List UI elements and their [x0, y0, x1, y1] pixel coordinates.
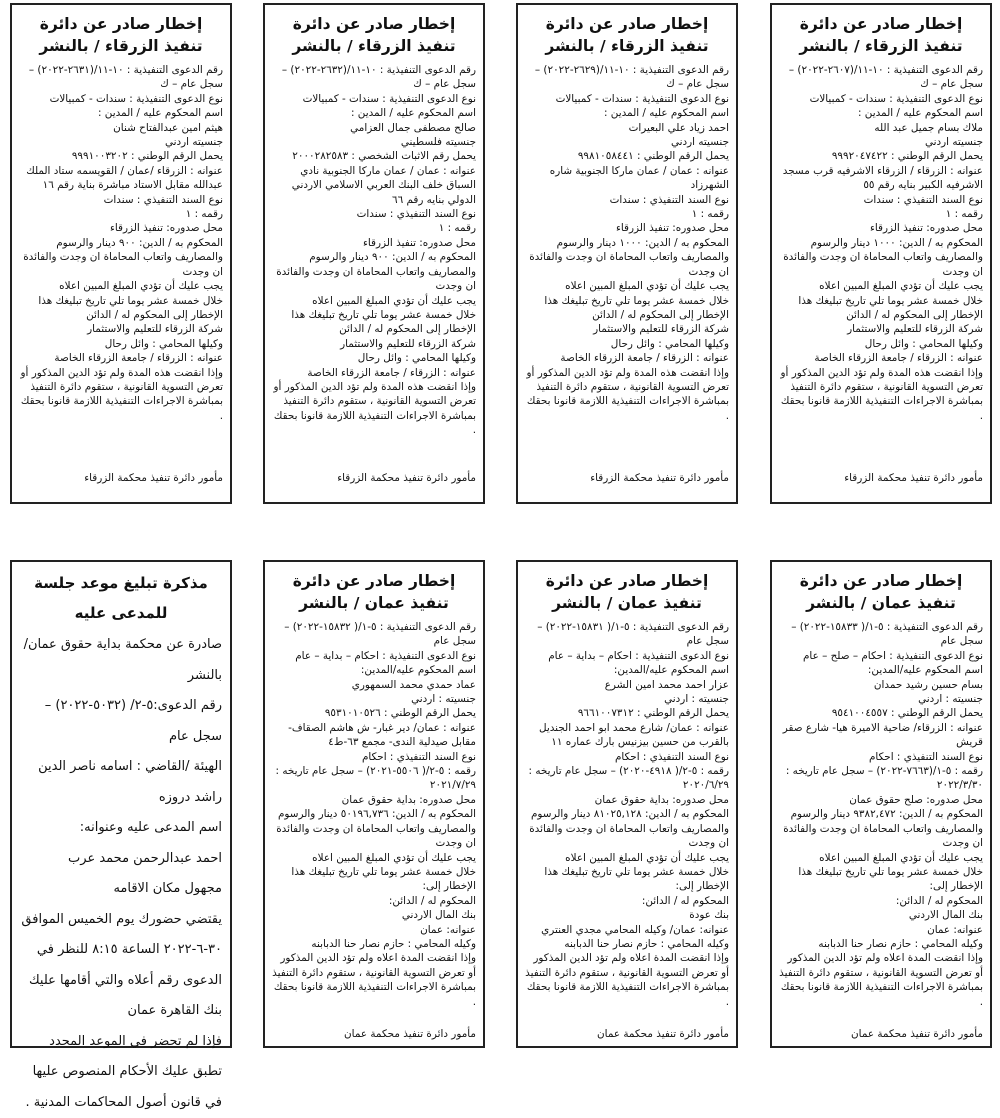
notice-footer: مأمور دائرة تنفيذ محكمة الزرقاء: [779, 472, 983, 484]
notice-line: رقم الدعوى التنفيذية : ١٠-١١/(٢٦٣١-٢٠٢٢) – سجل عام – ك: [19, 63, 223, 92]
notice-line: عنوانه : عمان / عمان ماركا الجنوبية شاره الشهرزاد: [525, 164, 729, 193]
notice-line: خلال خمسة عشر يوما تلي تاريخ تبليغك هذا الإخطار إلى المحكوم له / الدائن: [525, 294, 729, 323]
notice-footer: مأمور دائرة تنفيذ محكمة عمان: [779, 1028, 983, 1040]
notice-line: المحكوم به / الدين: ٩٠٠ دينار والرسوم والمصاريف واتعاب المحاماة ان وجدت والفائدة ان وجدت: [19, 236, 223, 279]
notice-line: المحكوم له / الدائن:: [779, 894, 983, 908]
notice-line: رقم الدعوى التنفيذية : ١٠-١١/(٢٦٢٩-٢٠٢٢) – سجل عام – ك: [525, 63, 729, 92]
notice-line: وإذا انقضت هذه المدة ولم تؤد الدين المذكور أو تعرض التسوية القانونية ، ستقوم دائرة التنفيذ بمباشرة الاجراءات التنفيذية اللازمة قانونا بحقك .: [779, 366, 983, 424]
notice-line: المحكوم به / الدين: ١٠٠٠ دينار والرسوم والمصاريف واتعاب المحاماة ان وجدت والفائدة ان وجدت: [779, 236, 983, 279]
notice-line: يجب عليك أن تؤدي المبلغ المبين اعلاه: [19, 279, 223, 293]
notice-line: وكيلها المحامي : وائل رحال: [779, 337, 983, 351]
notice-line: محل صدوره: صلح حقوق عمان: [779, 793, 983, 807]
notice-line: محل صدوره: تنفيذ الزرقاء: [272, 236, 476, 250]
notice-zarqa-2632: [263, 3, 485, 504]
notice-line: نوع السند التنفيذي : سندات: [779, 193, 983, 207]
notice-line: وكيله المحامي : حازم نصار حنا الدبابنه: [779, 937, 983, 951]
notice-line: عنوانه: عمان: [272, 923, 476, 937]
notice-line: عنوانه : الزرقاء / جامعة الزرقاء الخاصة: [525, 351, 729, 365]
notice-line: شركة الزرقاء للتعليم والاستثمار: [779, 322, 983, 336]
notice-line: رقمه : ١: [272, 221, 476, 235]
notice-title: إخطار صادر عن دائرة تنفيذ الزرقاء / بالنشر: [12, 5, 230, 63]
notice-line: عنوانه : الزرقاء / جامعة الزرقاء الخاصة: [779, 351, 983, 365]
notice-line: يجب عليك أن تؤدي المبلغ المبين اعلاه: [272, 851, 476, 865]
notice-line: خلال خمسة عشر يوما تلي تاريخ تبليغك هذا الإخطار إلى المحكوم له / الدائن: [272, 308, 476, 337]
notice-line: عماد حمدي محمد السمهوري: [272, 678, 476, 692]
notice-line: جنسيته : اردني: [272, 692, 476, 706]
notice-footer: مأمور دائرة تنفيذ محكمة الزرقاء: [272, 472, 476, 484]
notice-line: المحكوم به / الدين: ٥٠١٩٦,٧٣٦ دينار والرسوم والمصاريف واتعاب المحاماة ان وجدت والفائدة ان وجدت: [272, 807, 476, 850]
notice-amman-15832: [263, 560, 485, 1048]
session-title-line2: للمدعى عليه: [20, 598, 222, 628]
notice-line: يجب عليك أن تؤدي المبلغ المبين اعلاه: [779, 851, 983, 865]
notice-line: المحكوم به / الدين: ٩٠٠ دينار والرسوم والمصاريف واتعاب المحاماة ان وجدت والفائدة ان وجدت: [272, 250, 476, 293]
notice-line: المحكوم به / الدين: ١٠٠٠ دينار والرسوم والمصاريف واتعاب المحاماة ان وجدت والفائدة ان وجدت: [525, 236, 729, 279]
notice-line: عنوانه : الزرقاء / جامعة الزرقاء الخاصة: [272, 366, 476, 380]
notice-body: [265, 63, 483, 438]
notice-line: ملاك بسام جميل عبد الله: [779, 121, 983, 135]
notice-line: اسم المحكوم عليه / المدين :: [779, 106, 983, 120]
notice-line: محل صدوره: تنفيذ الزرقاء: [525, 221, 729, 235]
notice-line: يحمل الرقم الوطني : ٩٦٦١٠٠٧٣١٢: [525, 706, 729, 720]
session-line: رقم الدعوى:٥-٢/ (٥٠٣٢-٢٠٢٢) – سجل عام: [20, 691, 222, 752]
notice-line: اسم المحكوم عليه/المدين:: [272, 663, 476, 677]
notice-line: يحمل رقم الاثبات الشخصي : ٢٠٠٠٢٨٢٥٨٣: [272, 149, 476, 163]
notice-line: صالح مصطفى جمال العزامي: [272, 121, 476, 135]
notice-amman-15833: [770, 560, 992, 1048]
notice-line: اسم المحكوم عليه / المدين :: [272, 106, 476, 120]
notice-line: يحمل الرقم الوطني : ٩٥٤١٠٠٤٥٥٧: [779, 706, 983, 720]
notice-line: اسم المحكوم عليه / المدين :: [19, 106, 223, 120]
notice-body: [265, 620, 483, 1009]
notice-line: محل صدوره: بداية حقوق عمان: [272, 793, 476, 807]
session-line: الهيئة /القاضي : اسامه ناصر الدين راشد دروزه: [20, 752, 222, 813]
notice-footer: مأمور دائرة تنفيذ محكمة عمان: [272, 1028, 476, 1040]
session-body: [12, 630, 230, 1118]
notice-line: نوع السند التنفيذي : سندات: [272, 207, 476, 221]
notice-zarqa-2631: [10, 3, 232, 504]
notice-line: رقمه : ٥-٢/( ٥٥٠٦-٢٠٢١) – سجل عام تاريخه : ٢٠٢١/٧/٢٩: [272, 764, 476, 793]
notice-footer: مأمور دائرة تنفيذ محكمة عمان: [525, 1028, 729, 1040]
notice-line: اسم المحكوم عليه/المدين:: [779, 663, 983, 677]
notice-line: بنك المال الاردني: [779, 908, 983, 922]
notice-title: إخطار صادر عن دائرة تنفيذ الزرقاء / بالنشر: [772, 5, 990, 63]
session-line: احمد عبدالرحمن محمد عرب: [20, 844, 222, 875]
notice-line: عنوانه: عمان: [779, 923, 983, 937]
notice-line: يجب عليك أن تؤدي المبلغ المبين اعلاه: [779, 279, 983, 293]
notice-line: وكيلها المحامي : وائل رحال: [272, 351, 476, 365]
notice-line: نوع السند التنفيذي : احكام: [779, 750, 983, 764]
notice-line: عنوانه : الزرقاء / الزرقاء الاشرفيه قرب مسجد الاشرفيه الكبير بنايه رقم ٥٥: [779, 164, 983, 193]
notice-line: خلال خمسة عشر يوما تلي تاريخ تبليغك هذا الإخطار إلى:: [525, 865, 729, 894]
notice-line: وإذا انقضت المدة اعلاه ولم تؤد الدين المذكور أو تعرض التسوية القانونية ، ستقوم دائرة التنفيذ بمباشرة الاجراءات التنفيذية اللازمة قانونا بحقك .: [525, 951, 729, 1009]
notice-line: جنسيته اردني: [525, 135, 729, 149]
notice-line: هيثم امين عبدالفتاح شنان: [19, 121, 223, 135]
notice-line: وكيله المحامي : حازم نصار حنا الدبابنه: [525, 937, 729, 951]
notice-line: المحكوم به / الدين: ٨١٠٢٥,١٢٨ دينار والرسوم والمصاريف واتعاب المحاماة ان وجدت والفائدة ان وجدت: [525, 807, 729, 850]
notice-line: وإذا انقضت المدة اعلاه ولم تؤد الدين المذكور أو تعرض التسوية القانونية ، ستقوم دائرة التنفيذ بمباشرة الاجراءات التنفيذية اللازمة قانونا بحقك .: [779, 951, 983, 1009]
notice-line: يحمل الرقم الوطني : ٩٩٩١٠٠٣٢٠٢: [19, 149, 223, 163]
notice-line: يحمل الرقم الوطني : ٩٩٨١٠٥٨٤٤١: [525, 149, 729, 163]
notice-line: نوع السند التنفيذي : احكام: [272, 750, 476, 764]
notice-zarqa-2607: [770, 3, 992, 504]
notice-line: رقم الدعوى التنفيذية : ٥-١/( ١٥٨٣١-٢٠٢٢) – سجل عام: [525, 620, 729, 649]
notice-line: نوع الدعوى التنفيذية : سندات - كمبيالات: [272, 92, 476, 106]
notice-line: جنسيته : اردني: [525, 692, 729, 706]
notice-line: وكيلها المحامي : وائل رحال: [19, 337, 223, 351]
session-notice: [10, 560, 232, 1048]
notice-title: إخطار صادر عن دائرة تنفيذ عمان / بالنشر: [518, 562, 736, 620]
notice-line: نوع الدعوى التنفيذية : احكام – صلح – عام: [779, 649, 983, 663]
notice-line: رقمه : ٥-١/(٧٦٦٣-٢٠٢٢) – سجل عام تاريخه : ٢٠٢٢/٣/٣٠: [779, 764, 983, 793]
notice-line: رقم الدعوى التنفيذية : ١٠-١١/(٢٦٠٧-٢٠٢٢) – سجل عام – ك: [779, 63, 983, 92]
notice-line: يحمل الرقم الوطني : ٩٥٣١٠١٠٥٢٦: [272, 706, 476, 720]
notice-line: وكيله المحامي : حازم نصار حنا الدبابنه: [272, 937, 476, 951]
notice-line: جنسيته اردني: [19, 135, 223, 149]
notice-line: خلال خمسة عشر يوما تلي تاريخ تبليغك هذا الإخطار إلى:: [272, 865, 476, 894]
notice-footer: مأمور دائرة تنفيذ محكمة الزرقاء: [19, 472, 223, 484]
notice-line: بسام حسين رشيد حمدان: [779, 678, 983, 692]
notice-line: عنوانه : عمان/ شارع محمد ابو احمد الجنديل بالقرب من حسين بيزنيس بارك عماره ١١: [525, 721, 729, 750]
notice-line: وإذا انقضت هذه المدة ولم تؤد الدين المذكور أو تعرض التسوية القانونية ، ستقوم دائرة التنفيذ بمباشرة الاجراءات التنفيذية اللازمة قانونا بحقك .: [19, 366, 223, 424]
notice-amman-15831: [516, 560, 738, 1048]
notice-line: المحكوم به / الدين: ٩٣٨٢,٤٧٢ دينار والرسوم والمصاريف واتعاب المحاماة ان وجدت والفائدة ان وجدت: [779, 807, 983, 850]
session-line: صادرة عن محكمة بداية حقوق عمان/بالنشر: [20, 630, 222, 691]
notice-line: عنوانه: عمان/ وكيله المحامي مجدي العنتري: [525, 923, 729, 937]
notice-line: يحمل الرقم الوطني : ٩٩٩٢٠٤٧٤٢٢: [779, 149, 983, 163]
notice-line: المحكوم له / الدائن:: [525, 894, 729, 908]
notice-line: اسم المحكوم عليه / المدين :: [525, 106, 729, 120]
notice-line: رقمه : ١: [779, 207, 983, 221]
notice-line: نوع السند التنفيذي : سندات: [525, 193, 729, 207]
notice-line: رقمه : ١: [19, 207, 223, 221]
notice-line: عنوانه : عمان / عمان ماركا الجنوبية نادي السباق خلف البنك العربي الاسلامي الاردني الدولي بنايه رقم ٦٦: [272, 164, 476, 207]
notice-line: محل صدوره: تنفيذ الزرقاء: [779, 221, 983, 235]
notice-line: عنوانه : الزرقاء / جامعة الزرقاء الخاصة: [19, 351, 223, 365]
notice-body: [772, 620, 990, 1009]
notice-line: محل صدوره: بداية حقوق عمان: [525, 793, 729, 807]
notice-line: بنك المال الاردني: [272, 908, 476, 922]
notice-title: إخطار صادر عن دائرة تنفيذ الزرقاء / بالنشر: [518, 5, 736, 63]
notice-footer: مأمور دائرة تنفيذ محكمة الزرقاء: [525, 472, 729, 484]
notice-line: يجب عليك أن تؤدي المبلغ المبين اعلاه: [525, 851, 729, 865]
notice-line: المحكوم له / الدائن:: [272, 894, 476, 908]
notice-line: وإذا انقضت هذه المدة ولم تؤد الدين المذكور أو تعرض التسوية القانونية ، ستقوم دائرة التنفيذ بمباشرة الاجراءات التنفيذية اللازمة قانونا بحقك .: [272, 380, 476, 438]
notice-body: [772, 63, 990, 423]
notice-line: رقمه : ٥-٢/( ٤٩١٨-٢٠٢٠) – سجل عام تاريخه : ٢٠٢٠/٦/٢٩: [525, 764, 729, 793]
notice-title: إخطار صادر عن دائرة تنفيذ عمان / بالنشر: [772, 562, 990, 620]
notice-line: جنسيته : اردني: [779, 692, 983, 706]
session-line: يقتضي حضورك يوم الخميس الموافق ٣٠-٦-٢٠٢٢ الساعة ٨:١٥ للنظر في الدعوى رقم أعلاه والتي أقامها عليك: [20, 905, 222, 997]
notice-line: خلال خمسة عشر يوما تلي تاريخ تبليغك هذا الإخطار إلى:: [779, 865, 983, 894]
notice-line: جنسيته فلسطيني: [272, 135, 476, 149]
notice-line: نوع الدعوى التنفيذية : احكام – بداية – عام: [272, 649, 476, 663]
session-line: مجهول مكان الاقامه: [20, 874, 222, 905]
notice-zarqa-2629: [516, 3, 738, 504]
session-line: بنك القاهرة عمان: [20, 996, 222, 1027]
notice-line: رقم الدعوى التنفيذية : ١٠-١١/(٢٦٣٢-٢٠٢٢) – سجل عام – ك: [272, 63, 476, 92]
notice-line: نوع السند التنفيذي : سندات: [19, 193, 223, 207]
session-title-line1: مذكرة تبليغ موعد جلسة: [20, 568, 222, 598]
notice-line: خلال خمسة عشر يوما تلي تاريخ تبليغك هذا الإخطار إلى المحكوم له / الدائن: [779, 294, 983, 323]
notice-line: وكيلها المحامي : وائل رحال: [525, 337, 729, 351]
notice-line: عزار احمد محمد امين الشرع: [525, 678, 729, 692]
notice-line: شركة الزرقاء للتعليم والاستثمار: [525, 322, 729, 336]
session-line: فإذا لم تحضر في الموعد المحدد تطبق عليك الأحكام المنصوص عليها في قانون أصول المحاكمات المدنية .: [20, 1027, 222, 1118]
notice-line: شركة الزرقاء للتعليم والاستثمار: [272, 337, 476, 351]
notice-line: عنوانه : الزرقاء /عمان / القويسمه ستاد الملك عبدالله مقابل الاستاد مباشرة بناية رقم ١٦: [19, 164, 223, 193]
notice-line: محل صدوره: تنفيذ الزرقاء: [19, 221, 223, 235]
notice-line: وإذا انقضت المدة اعلاه ولم تؤد الدين المذكور أو تعرض التسوية القانونية ، ستقوم دائرة التنفيذ بمباشرة الاجراءات التنفيذية اللازمة قانونا بحقك .: [272, 951, 476, 1009]
notice-line: خلال خمسة عشر يوما تلي تاريخ تبليغك هذا الإخطار إلى المحكوم له / الدائن: [19, 294, 223, 323]
notice-line: عنوانه : عمان/ دير غبار- ش هاشم الصقاف- مقابل صيدلية الندى- مجمع ٦٣-ط٤: [272, 721, 476, 750]
session-line: اسم المدعى عليه وعنوانه:: [20, 813, 222, 844]
notice-body: [518, 620, 736, 1009]
notice-line: جنسيته اردني: [779, 135, 983, 149]
notice-line: وإذا انقضت هذه المدة ولم تؤد الدين المذكور أو تعرض التسوية القانونية ، ستقوم دائرة التنفيذ بمباشرة الاجراءات التنفيذية اللازمة قانونا بحقك .: [525, 366, 729, 424]
notice-line: شركة الزرقاء للتعليم والاستثمار: [19, 322, 223, 336]
notice-line: بنك عودة: [525, 908, 729, 922]
notice-line: رقم الدعوى التنفيذية : ٥-١/( ١٥٨٣٣-٢٠٢٢) – سجل عام: [779, 620, 983, 649]
session-title: [12, 562, 230, 630]
notice-line: احمد زياد علي البعيرات: [525, 121, 729, 135]
notice-line: رقم الدعوى التنفيذية : ٥-١/( ١٥٨٣٢-٢٠٢٢) – سجل عام: [272, 620, 476, 649]
notice-line: عنوانه : الزرقاء/ ضاحية الاميرة هيا- شارع صقر قريش: [779, 721, 983, 750]
notice-line: رقمه : ١: [525, 207, 729, 221]
notice-line: يجب عليك أن تؤدي المبلغ المبين اعلاه: [272, 294, 476, 308]
notice-body: [12, 63, 230, 423]
notice-body: [518, 63, 736, 423]
notice-line: نوع الدعوى التنفيذية : سندات - كمبيالات: [19, 92, 223, 106]
notice-line: نوع الدعوى التنفيذية : سندات - كمبيالات: [779, 92, 983, 106]
notice-title: إخطار صادر عن دائرة تنفيذ عمان / بالنشر: [265, 562, 483, 620]
notice-line: نوع السند التنفيذي : احكام: [525, 750, 729, 764]
notice-line: اسم المحكوم عليه/المدين:: [525, 663, 729, 677]
notice-line: يجب عليك أن تؤدي المبلغ المبين اعلاه: [525, 279, 729, 293]
notice-title: إخطار صادر عن دائرة تنفيذ الزرقاء / بالنشر: [265, 5, 483, 63]
notice-line: نوع الدعوى التنفيذية : احكام – بداية – عام: [525, 649, 729, 663]
notice-line: نوع الدعوى التنفيذية : سندات - كمبيالات: [525, 92, 729, 106]
